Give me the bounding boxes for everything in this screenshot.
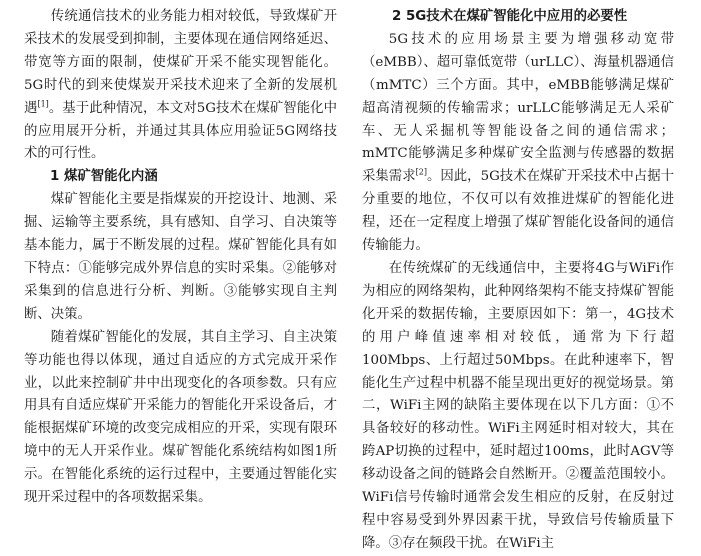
intro-paragraph: 传统通信技术的业务能力相对较低，导致煤矿开采技术的发展受到抑制，主要体现在通信网络延迟、带宽等方面的限制，使煤矿开采不能实现智能化。5G时代的到来使煤炭开采技术迎来了全新的发展机遇[1]。基于此种情况，本文对5G技术在煤矿智能化中的应用展开分析，并通过其具体应用验证5G网络技术的可行性。 <box>24 9 338 162</box>
citation-1: [1] <box>37 99 49 109</box>
section-2-paragraph-1: 5G技术的应用场景主要为增强移动宽带（eMBB）、超可靠低宽带（urLLC）、海量机器通信（mMTC）三个方面。其中，eMBB能够满足煤矿超高清视频的传输需求；urLLC能够满足无人采矿车、无人采掘机等智能设备之间的通信需求；mMTC能够满足多种煤矿安全监测与传感器的数据采集需求[2]。因此，5G技术在煤矿开采技术中占据十分重要的地位，不仅可以有效推进煤矿的智能化进程，还在一定程度上增强了煤矿智能化设备间的通信传输能力。 <box>362 31 675 254</box>
section-1-paragraph-1: 煤矿智能化主要是指煤炭的开挖设计、地测、采掘、运输等主要系统，具有感知、自学习、自决策等基本能力，属于不断发展的过程。煤矿智能化具有如下特点：①能够完成外界信息的实时采集。②能够对采集到的信息进行分析、判断。③能够实现自主判断、决策。 <box>24 192 337 322</box>
section-1-paragraph-2: 随着煤矿智能化的发展，其自主学习、自主决策等功能也得以体现，通过自适应的方式完成开采作业，以此来控制矿井中出现变化的各项参数。只有应用具有自适应煤矿开采能力的智能化开采设备后，才能根据煤矿环境的改变完成相应的开采，实现有限环境中的无人开采作业。煤矿智能化系统结构如图1所示。在智能化系统的运行过程中，主要通过智能化实现开采过程中的各项数据采集。 <box>24 329 337 506</box>
section-2-paragraph-2: 在传统煤矿的无线通信中，主要将4G与WiFi作为相应的网络架构，此种网络架构不能支持煤矿智能化开采的数据传输，主要原因如下：第一，4G技术的用户峰值速率相对较低，通常为下行超100Mbps、上行超过50Mbps。在此种速率下，智能化生产过程中机器不能呈现出更好的视觉场景。第二，WiFi主网的缺陷主要体现在以下几方面：①不具备较好的移动性。WiFi主网延时相对较大，其在跨AP切换的过程中，延时超过100ms，此时AGV等移动设备之间的链路会自然断开。②覆盖范围较小。WiFi信号传输时通常会发生相应的反射，在反射过程中容易受到外界因素干扰，导致信号传输质量下降。③存在频段干扰。在WiFi主 <box>362 260 674 551</box>
section-2-heading: 2 5G技术在煤矿智能化中应用的必要性 <box>392 9 628 24</box>
left-column <box>24 6 337 510</box>
section-1-heading: 1 煤矿智能化内涵 <box>50 169 158 185</box>
citation-2: [2] <box>415 167 427 177</box>
right-column <box>362 6 674 556</box>
